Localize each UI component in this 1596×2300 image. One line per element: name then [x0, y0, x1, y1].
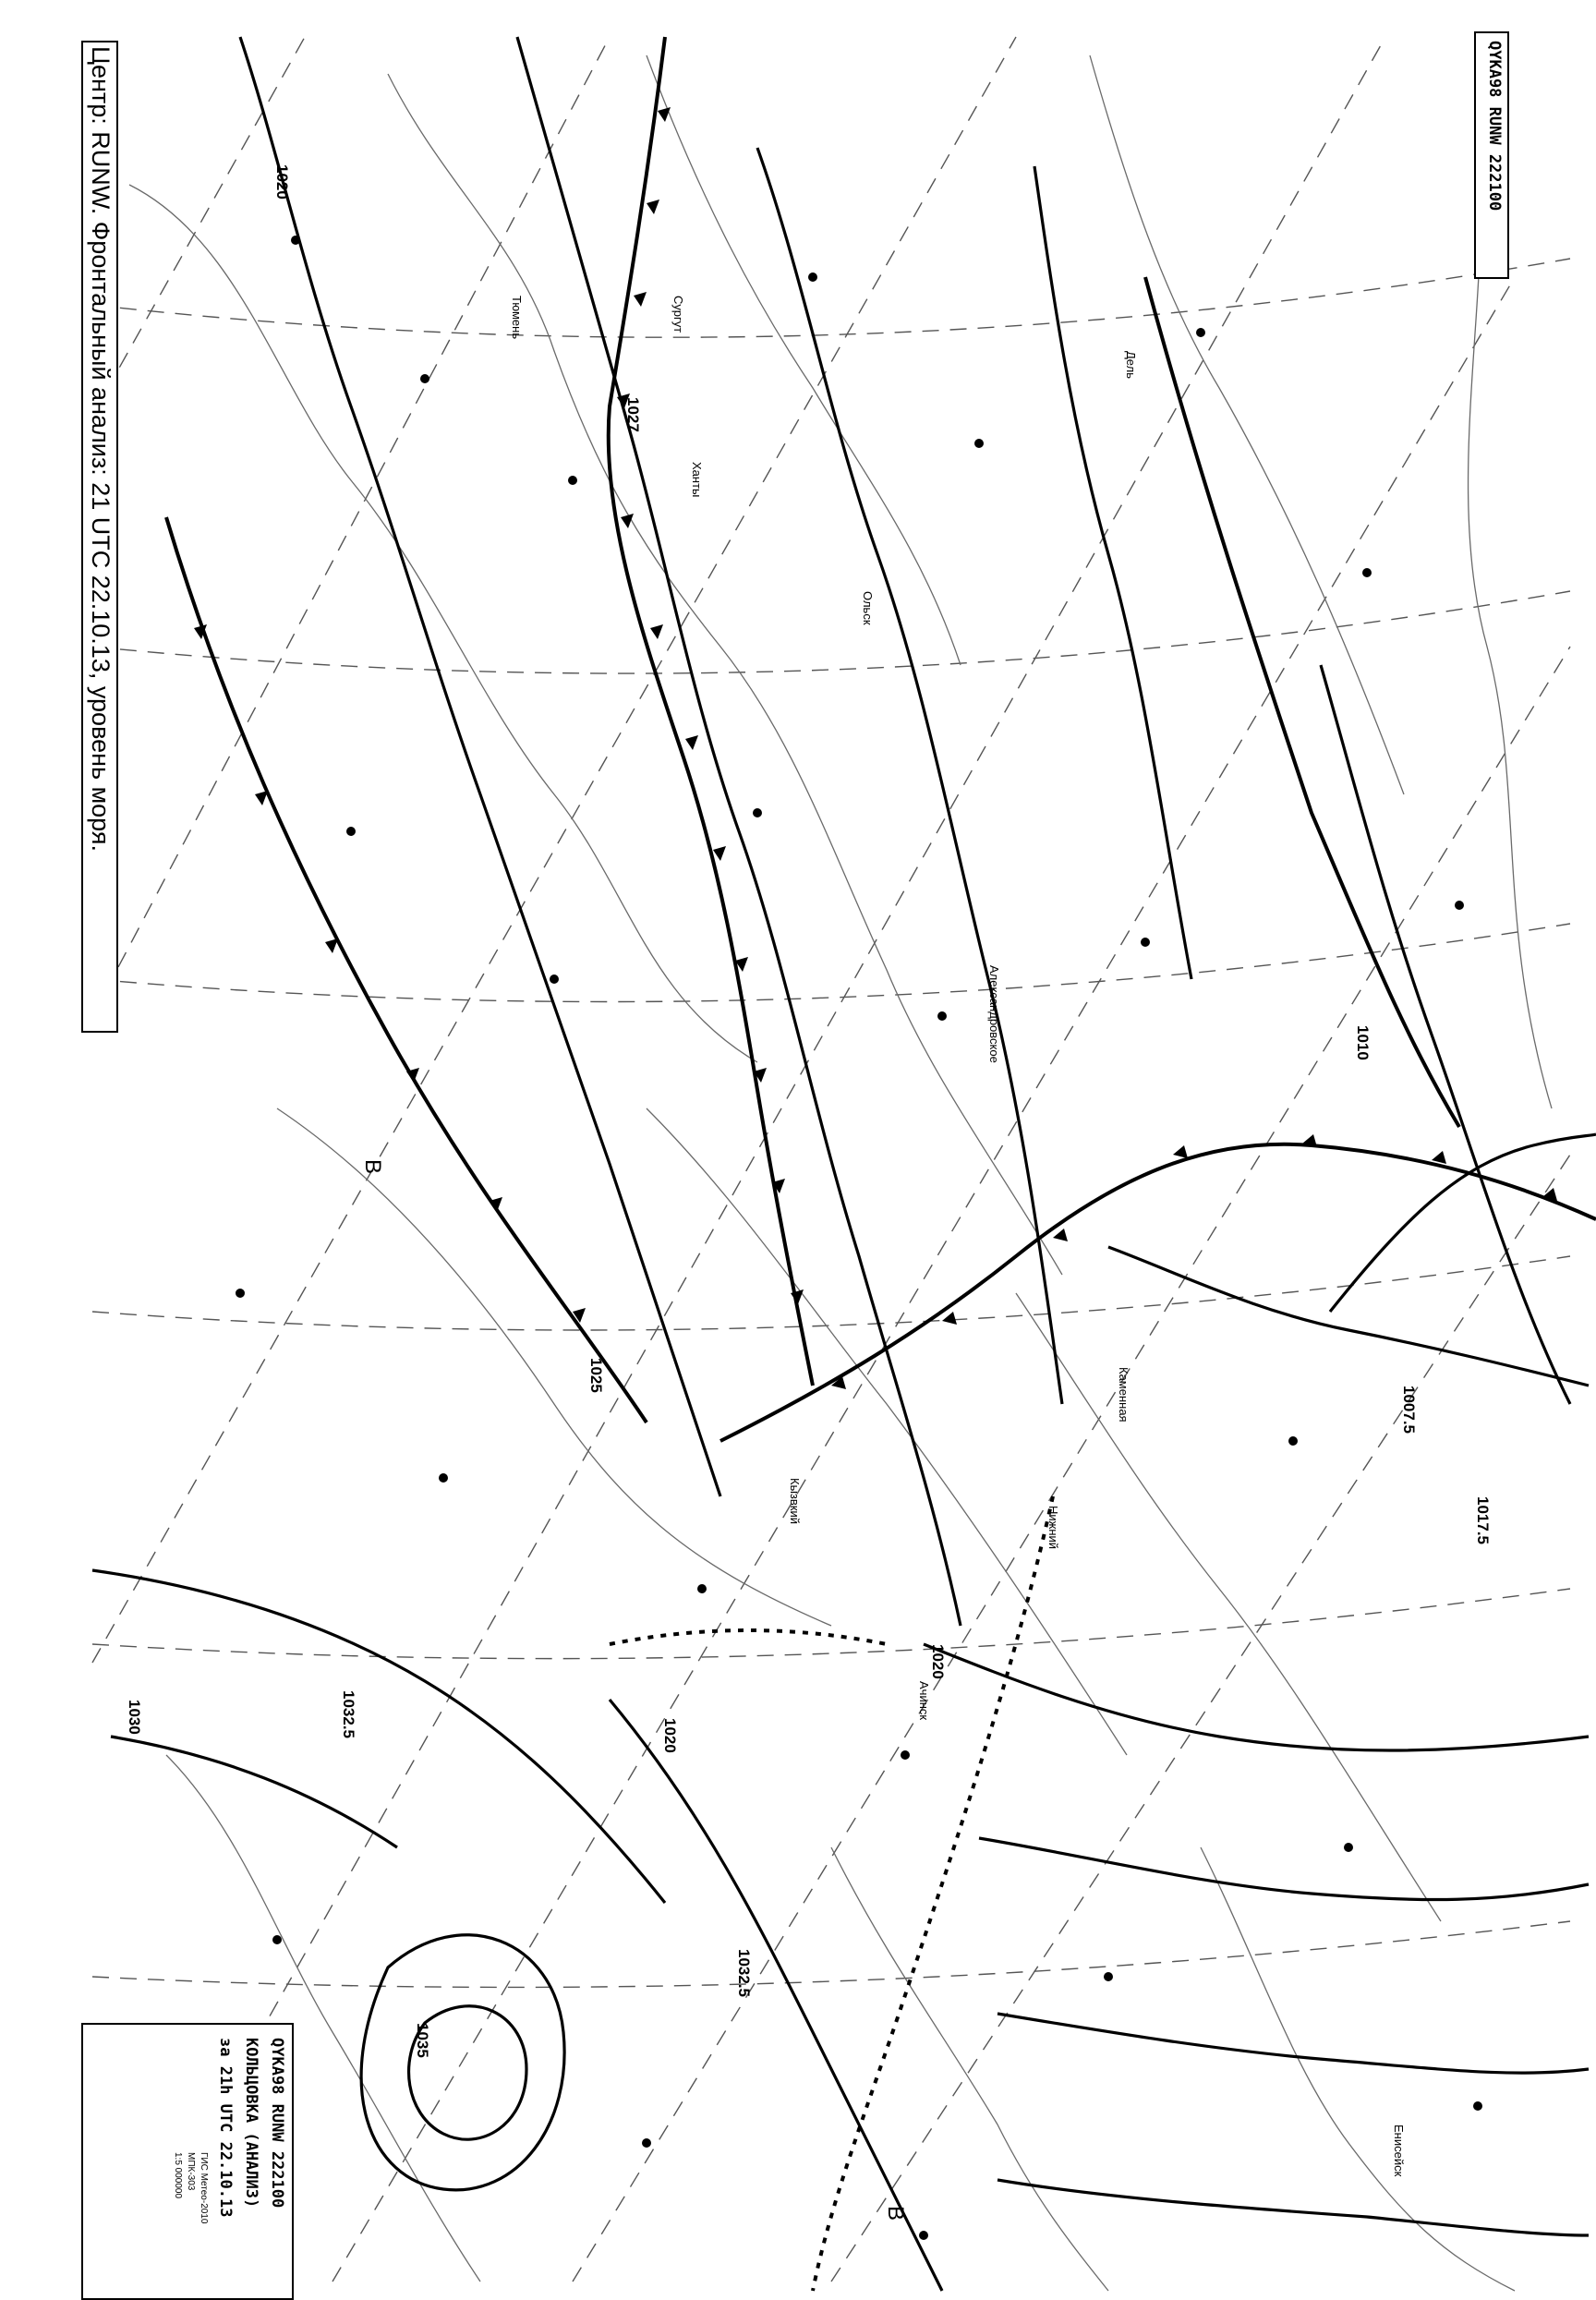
place-name: Енисейск	[1392, 2124, 1406, 2177]
place-name: Ачинск	[917, 1681, 931, 1721]
station-dot	[697, 1584, 707, 1593]
isobar-label: 1025	[587, 1358, 605, 1393]
station-dot	[1362, 568, 1372, 577]
map-title: Центр: RUNW. Фронтальный анализ: 21 UTC 22.10.13, уровень моря.	[87, 46, 115, 853]
isobar-label: 1020	[273, 164, 291, 200]
legend-line-2: КОЛЬЦОВКА (АНАЛИЗ)	[242, 2038, 260, 2209]
isobar-label: 1032.5	[735, 1949, 753, 1997]
station-dot	[420, 374, 429, 383]
station-dot	[439, 1473, 448, 1483]
station-dot	[901, 1750, 910, 1760]
station-dot	[1196, 328, 1205, 337]
station-dot	[1473, 2101, 1482, 2111]
place-name: Сургут	[671, 296, 685, 333]
isobar-label: 1035	[414, 2023, 431, 2058]
isobar-label: 1032.5	[340, 1690, 357, 1738]
legend-line-3: за 21h UTC 22.10.13	[216, 2038, 235, 2218]
isobar-label: 1030	[126, 1700, 143, 1735]
isobar-label: 1010	[1354, 1025, 1372, 1060]
legend-credit-1: ГИС Метео-2010	[199, 2152, 209, 2224]
station-dot	[1141, 938, 1150, 947]
isobar-label: 1017.5	[1474, 1496, 1492, 1544]
header-code: QYKA98 RUNW 222100	[1485, 41, 1504, 212]
place-name: Нижний	[1046, 1506, 1060, 1550]
station-dot	[1344, 1843, 1353, 1852]
station-dot	[642, 2138, 651, 2148]
place-name: Тюмень	[510, 296, 524, 340]
place-name: Ольск	[861, 591, 875, 625]
isobar-label: 1007.5	[1400, 1386, 1418, 1434]
station-dot	[808, 272, 817, 282]
place-name: Кызвкий	[788, 1478, 802, 1524]
legend-line-1: QYKA98 RUNW 222100	[268, 2038, 286, 2209]
place-name: Ханты	[690, 462, 704, 498]
station-dot	[1455, 901, 1464, 910]
place-name: Александровское	[987, 965, 1001, 1063]
station-dot	[568, 476, 577, 485]
station-dot	[550, 974, 559, 984]
station-dot	[272, 1935, 282, 1944]
isobar-label: 1020	[661, 1718, 679, 1753]
station-dot	[1104, 1972, 1113, 1981]
place-name: Дель	[1124, 351, 1138, 379]
station-dot	[937, 1011, 947, 1021]
station-dot	[974, 439, 984, 448]
station-dot	[291, 236, 300, 245]
station-dot	[1288, 1436, 1298, 1446]
high-pressure-letter: В	[360, 1159, 385, 1175]
station-dot	[753, 808, 762, 817]
station-dot	[346, 827, 356, 836]
legend-credit-2: МПК-303	[186, 2152, 196, 2191]
isobar-label: 1020	[929, 1644, 947, 1679]
station-dot	[236, 1289, 245, 1298]
place-name: Каменная	[1117, 1367, 1130, 1422]
high-pressure-letter: В	[883, 2206, 908, 2221]
station-dot	[919, 2231, 928, 2240]
legend-scale: 1:5 000000	[173, 2152, 183, 2199]
isobar-label: 1027	[624, 397, 642, 432]
